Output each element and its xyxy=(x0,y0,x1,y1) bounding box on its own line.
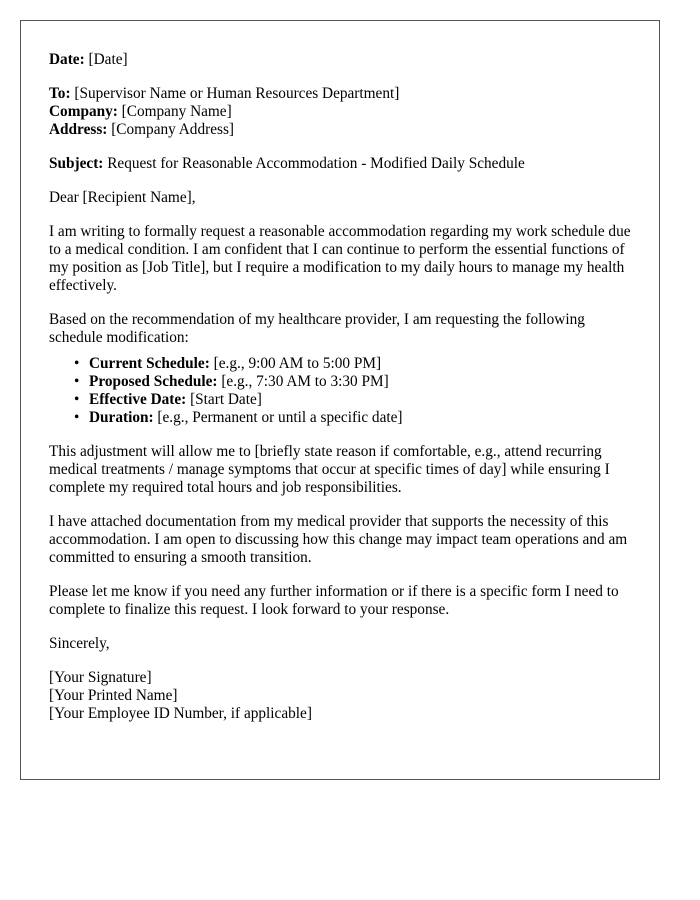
bullet-icon: • xyxy=(74,373,80,390)
company-value: [Company Name] xyxy=(121,103,232,120)
list-item-value: [Start Date] xyxy=(190,391,262,408)
list-item xyxy=(74,355,631,373)
bullet-icon: • xyxy=(74,409,80,426)
list-item-value: [e.g., 7:30 AM to 3:30 PM] xyxy=(221,373,389,390)
recipient-block xyxy=(49,85,631,139)
bullet-icon: • xyxy=(74,391,80,408)
list-item xyxy=(74,391,631,409)
signature-line: [Your Signature] xyxy=(49,669,152,686)
date-line xyxy=(49,51,631,69)
date-label: Date: xyxy=(49,51,85,68)
list-item-value: [e.g., Permanent or until a specific date] xyxy=(157,409,403,426)
subject-label: Subject: xyxy=(49,155,104,172)
schedule-list xyxy=(49,355,631,427)
body-paragraph-3: This adjustment will allow me to [briefly state reason if comfortable, e.g., attend recurring medical treatments / manage symptoms that occur at specific times of day] while ensuring I complete my required total hours and job responsibilities. xyxy=(49,443,610,496)
list-item xyxy=(74,373,631,391)
list-item-value: [e.g., 9:00 AM to 5:00 PM] xyxy=(213,355,382,372)
printed-name-line: [Your Printed Name] xyxy=(49,687,178,704)
list-item xyxy=(74,409,631,427)
list-item-label: Effective Date: xyxy=(89,391,187,408)
letter-page xyxy=(20,20,660,780)
date-block xyxy=(49,51,631,69)
subject-block xyxy=(49,155,631,173)
to-value: [Supervisor Name or Human Resources Department] xyxy=(74,85,400,102)
date-value: [Date] xyxy=(88,51,128,68)
body-paragraph-5: Please let me know if you need any further information or if there is a specific form I need to complete to finalize this request. I look forward to your response. xyxy=(49,583,619,618)
salutation: Dear [Recipient Name], xyxy=(49,189,196,206)
to-line xyxy=(49,85,631,103)
signature-block xyxy=(49,669,631,723)
company-label: Company: xyxy=(49,103,118,120)
subject-value: Request for Reasonable Accommodation - Modified Daily Schedule xyxy=(107,155,525,172)
body-paragraph-4: I have attached documentation from my medical provider that supports the necessity of this accommodation. I am open to discussing how this change may impact team operations and am committed to ensuring a smooth transition. xyxy=(49,513,628,566)
list-item-label: Current Schedule: xyxy=(89,355,210,372)
closing: Sincerely, xyxy=(49,635,110,652)
company-line xyxy=(49,103,631,121)
list-item-label: Proposed Schedule: xyxy=(89,373,218,390)
list-item-label: Duration: xyxy=(89,409,154,426)
subject-line xyxy=(49,155,631,173)
address-value: [Company Address] xyxy=(111,121,234,138)
address-label: Address: xyxy=(49,121,108,138)
bullet-icon: • xyxy=(74,355,80,372)
to-label: To: xyxy=(49,85,71,102)
employee-id-line: [Your Employee ID Number, if applicable] xyxy=(49,705,312,722)
body-paragraph-2: Based on the recommendation of my healthcare provider, I am requesting the following schedule modification: xyxy=(49,311,585,346)
address-line xyxy=(49,121,631,139)
body-paragraph-1: I am writing to formally request a reasonable accommodation regarding my work schedule due to a medical condition. I am confident that I can continue to perform the essential functions of my position as [Job Title], but I require a modification to my daily hours to manage my health effectively. xyxy=(49,223,631,294)
